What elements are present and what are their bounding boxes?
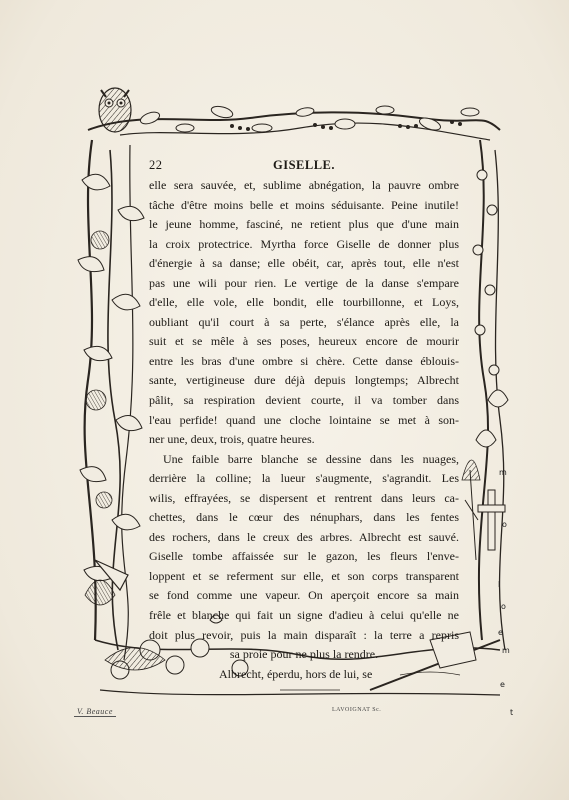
text-line: derrière la colline; la lueur s'augmente, s'agrandit. Les: [149, 471, 459, 486]
text-line: wilis, effrayées, se dispersent et rentrent dans leurs ca-: [149, 490, 459, 505]
side-inscription-letter: m: [499, 468, 507, 477]
text-line: doit plus revoir, puis la main disparaît : la terre a repris: [149, 627, 459, 642]
text-line: chettes, dans le cœur des nénuphars, dans les fentes: [149, 510, 459, 525]
side-inscription-letter: o: [502, 520, 507, 529]
text-line: Giselle tombe affaissée sur le gazon, les fleurs l'enve-: [149, 549, 459, 564]
text-line: d'elle, elle vole, elle bondit, elle tourbillonne, et Loys,: [149, 295, 459, 310]
text-line: tâche d'être moins belle et moins séduisante. Peine inutile!: [149, 197, 459, 212]
text-line: pâlit, sa respiration devient courte, il va tomber dans: [149, 393, 459, 408]
text-line: se fond comme une vapeur. On aperçoit encore sa main: [149, 588, 459, 603]
side-inscription-letter: e: [500, 680, 505, 689]
text-line: Une faible barre blanche se dessine dans les nuages,: [163, 451, 459, 466]
page-number: 22: [149, 158, 163, 172]
running-title: GISELLE.: [272, 158, 335, 172]
text-line: sa proie pour ne plus la rendre.: [229, 647, 379, 662]
text-line: le jeune homme, fasciné, ne retient plus que d'une main: [149, 217, 459, 232]
illustrator-signature: V. Beauce: [74, 707, 116, 717]
text-line: l'eau perfide! quand une cloche lointaine se met à son-: [149, 412, 459, 427]
owl-illustration: [99, 88, 131, 132]
text-block: [149, 158, 459, 684]
text-line: entre les bras d'une ombre si chère. Cette danse éblouis-: [149, 353, 459, 368]
engraver-signature: LAVOIGNAT Sc.: [332, 707, 382, 713]
text-line: loppent et se referment sur elle, et son corps transparent: [149, 568, 459, 583]
text-line: pas une wili pour rien. Le vertige de la danse s'empare: [149, 275, 459, 290]
text-line: oubliant qu'il court à sa perte, s'élance après elle, la: [149, 314, 459, 329]
text-line: d'énergie à sa danse; elle obéit, car, après tout, elle n'est: [149, 256, 459, 271]
text-line: sante, vertigineuse dure déjà depuis longtemps; Albrecht: [149, 373, 459, 388]
running-head: [149, 158, 459, 176]
side-inscription-letter: o: [501, 602, 506, 611]
text-line: elle sera sauvée, et, sublime abnégation, la pauvre ombre: [149, 178, 459, 192]
body-text: [149, 176, 459, 684]
text-line: Albrecht, éperdu, hors de lui, se: [219, 666, 373, 681]
side-inscription-letter: t: [510, 708, 514, 717]
text-line: frêle et blanche qui fait un signe d'adieu à celui qu'elle ne: [149, 608, 459, 623]
text-line: suit et se mêle à ses poses, heureux encore de mourir: [149, 334, 459, 349]
side-inscription-letter: l: [498, 580, 501, 589]
side-inscription-letter: e: [498, 628, 503, 637]
text-line: la croix protectrice. Myrtha force Giselle de donner plus: [149, 236, 459, 251]
side-inscription-letter: m: [502, 646, 510, 655]
text-line: ner une, deux, trois, quatre heures.: [149, 432, 315, 447]
text-line: des rochers, dans le creux des arbres. Albrecht est sauvé.: [149, 529, 459, 544]
